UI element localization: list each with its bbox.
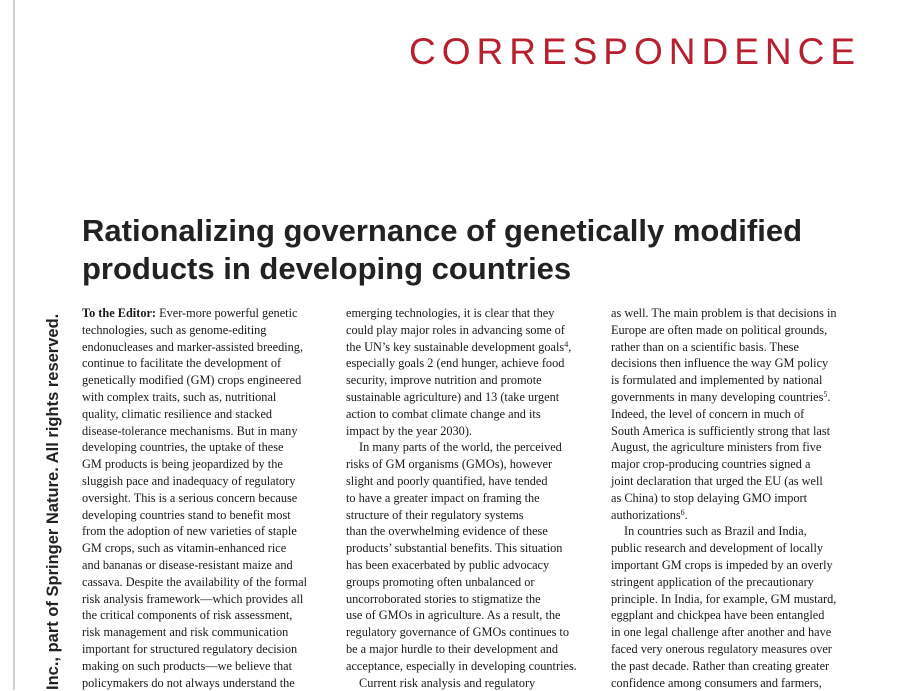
- text-line: To the Editor: Ever-more powerful genetic: [82, 306, 298, 320]
- salutation: To the Editor:: [82, 306, 157, 320]
- text-line: as China) to stop delaying GMO import: [611, 490, 808, 505]
- text-line: cassava. Despite the availability of the formal: [82, 574, 308, 589]
- text-line: GM crops, such as vitamin-enhanced rice: [82, 541, 287, 556]
- text-line: policymakers do not always understand the: [82, 675, 295, 690]
- text-line: sluggish pace and inadequacy of regulatory: [82, 473, 296, 488]
- text-line: technologies, such as genome-editing: [82, 322, 267, 337]
- text-line: especially goals 2 (end hunger, achieve food: [346, 356, 565, 371]
- text-line: risk analysis framework—which provides all: [82, 591, 304, 606]
- text-line: could play major roles in advancing some of: [346, 322, 565, 337]
- text-line: as well. The main problem is that decisions in: [611, 306, 837, 320]
- text-line: with complex traits, such as, nutritional: [82, 389, 277, 404]
- text-line: continue to facilitate the development of: [82, 356, 282, 371]
- text-line: has been exacerbated by public advocacy: [346, 557, 550, 572]
- section-label: CORRESPONDENCE: [409, 31, 861, 72]
- text-line: the UN’s key sustainable development goals$^4$,: [346, 339, 572, 354]
- text-line: acceptance, especially in developing countries.: [346, 658, 577, 673]
- text-line: the past decade. Rather than creating greater: [611, 658, 830, 673]
- text-line: uncorroborated stories to stigmatize the: [346, 591, 541, 606]
- page-margin-rule: [13, 0, 15, 690]
- reference-superscript: 5: [823, 389, 828, 399]
- text-line: quality, climatic resilience and stacked: [82, 406, 273, 421]
- text-line: faced very onerous regulatory measures over: [611, 641, 832, 656]
- text-line: genetically modified (GM) crops engineered: [82, 373, 302, 388]
- text-line: important for structured regulatory decision: [82, 641, 298, 656]
- title-line: Rationalizing governance of genetically modified: [82, 213, 803, 248]
- text-line: decisions then influence the way GM policy: [611, 356, 829, 371]
- text-line: the critical components of risk assessment,: [82, 608, 293, 623]
- body-column-1: [82, 305, 332, 691]
- text-line: than the overwhelming evidence of these: [346, 524, 548, 539]
- text-line: impact by the year 2030).: [346, 423, 473, 438]
- text-line: action to combat climate change and its: [346, 406, 541, 421]
- text-line: risks of GM organisms (GMOs), however: [346, 457, 553, 472]
- text-line: principle. In India, for example, GM mustard,: [611, 591, 837, 606]
- body-column-2: [346, 305, 596, 691]
- text-line: joint declaration that urged the EU (as well: [611, 473, 823, 488]
- text-line: structure of their regulatory systems: [346, 507, 524, 522]
- text-line: disease-tolerance mechanisms. But in many: [82, 423, 298, 438]
- text-line: risk management and risk communication: [82, 625, 289, 640]
- text-line: products’ substantial benefits. This situation: [346, 541, 563, 556]
- text-line: making on such products—we believe that: [82, 658, 293, 673]
- text-line: important GM crops is impeded by an overly: [611, 557, 833, 572]
- text-line: use of GMOs in agriculture. As a result, the: [346, 608, 561, 623]
- text-line: In many parts of the world, the perceived: [359, 440, 562, 455]
- text-line: governments in many developing countries$^5$.: [611, 389, 831, 404]
- text-line: GM products is being jeopardized by the: [82, 457, 283, 472]
- text-line: public research and development of locally: [611, 541, 824, 556]
- text-line: confidence among consumers and farmers,: [611, 675, 822, 690]
- reference-superscript: 6: [680, 507, 685, 517]
- text-line: major crop-producing countries signed a: [611, 457, 811, 472]
- text-line: emerging technologies, it is clear that they: [346, 306, 555, 320]
- text-line: be a major hurdle to their development and: [346, 641, 559, 656]
- text-line: and bananas or disease-resistant maize and: [82, 557, 293, 572]
- text-line: Europe are often made on political grounds,: [611, 322, 828, 337]
- text-line: Current risk analysis and regulatory: [359, 675, 536, 690]
- text-line: in one legal challenge after another and have: [611, 625, 832, 640]
- text-line: sustainable agriculture) and 13 (take urgent: [346, 389, 560, 404]
- text-line: oversight. This is a serious concern because: [82, 490, 298, 505]
- text-line: Indeed, the level of concern in much of: [611, 406, 805, 421]
- text-line: In countries such as Brazil and India,: [624, 524, 807, 539]
- text-line: South America is sufficiently strong that last: [611, 423, 831, 438]
- text-line: slight and poorly quantified, have tended: [346, 473, 548, 488]
- text-line: developing countries stand to benefit most: [82, 507, 291, 522]
- text-line: security, improve nutrition and promote: [346, 373, 542, 388]
- text-line: eggplant and chickpea have been entangled: [611, 608, 825, 623]
- title-line: products in developing countries: [82, 251, 572, 286]
- reference-superscript: 4: [564, 339, 569, 349]
- text-line: to have a greater impact on framing the: [346, 490, 540, 505]
- text-line: authorizations$^6$.: [611, 507, 688, 522]
- text-line: developing countries, the uptake of these: [82, 440, 284, 455]
- text-line: rather than on a scientific basis. These: [611, 339, 799, 354]
- text-line: August, the agriculture ministers from five: [611, 440, 822, 455]
- text-line: stringent application of the precautionary: [611, 574, 814, 589]
- rights-notice: Inc., part of Springer Nature. All rights reserved.: [44, 313, 62, 690]
- text-line: groups promoting often unbalanced or: [346, 574, 535, 589]
- body-column-3: [611, 305, 861, 691]
- text-line: is formulated and implemented by national: [611, 373, 823, 388]
- text-line: endonucleases and marker-assisted breeding,: [82, 339, 304, 354]
- text-line: regulatory governance of GMOs continues to: [346, 625, 569, 640]
- article-title: [82, 212, 842, 288]
- text-line: from the adoption of new varieties of staple: [82, 524, 297, 539]
